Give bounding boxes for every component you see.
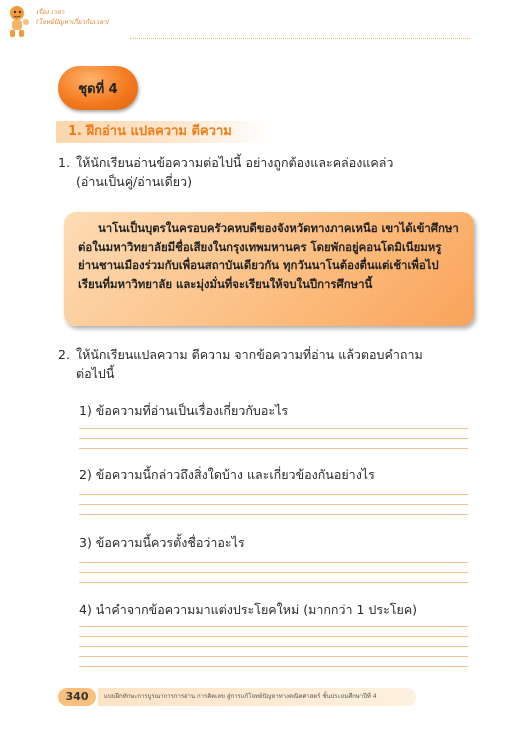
question-1 (58, 153, 393, 191)
section-title: 1. ฝึกอ่าน แปลความ ตีความ (56, 121, 270, 143)
answer-line[interactable] (79, 582, 468, 583)
page-header (6, 4, 518, 48)
question-1-note: (อ่านเป็นคู่/อ่านเดี่ยว) (76, 174, 192, 189)
answer-line[interactable] (79, 656, 468, 657)
question-1-number: 1. (58, 155, 70, 170)
mascot-icon (6, 4, 32, 40)
answer-line[interactable] (79, 636, 468, 637)
answer-line[interactable] (79, 646, 468, 647)
chapter-title (36, 7, 109, 27)
question-2 (58, 345, 423, 383)
chapter-subtitle: (โจทย์ปัญหาเกี่ยวกับเวลา) (36, 18, 110, 26)
reading-passage (64, 212, 474, 326)
sub-question-4: 4) นำคำจากข้อความมาแต่งประโยคใหม่ (มากกว่า 1 ประโยค) (79, 602, 418, 617)
answer-line[interactable] (79, 626, 468, 627)
answer-line[interactable] (79, 562, 468, 563)
sub-question-3: 3) ข้อความนี้ควรตั้งชื่อว่าอะไร (79, 535, 245, 550)
answer-line[interactable] (79, 494, 468, 495)
passage-text: นาโนเป็นบุตรในครอบครัวคหบดีของจังหวัดทางภาคเหนือ เขาได้เข้าศึกษาต่อในมหาวิทยาลัยมีชื่อเสียงในกรุงเทพมหานคร โดยพักอยู่คอนโดมิเนียมหรูย่านชานเมืองร่วมกับเพื่อนสถาบันเดียวกัน ทุกวันนาโนต้องตื่นแต่เช้าเพื่อไปเรียนที่มหาวิทยาลัย และมุ่งมั่นที่จะเรียนให้จบในปีการศึกษานี้ (78, 221, 459, 291)
question-2-text: ให้นักเรียนแปลความ ตีความ จากข้อความที่อ่าน แล้วตอบคำถาม (76, 347, 423, 362)
answer-line[interactable] (79, 448, 468, 449)
sub-question-1: 1) ข้อความที่อ่านเป็นเรื่องเกี่ยวกับอะไร (79, 403, 289, 418)
answer-line[interactable] (79, 428, 468, 429)
sub-question-2: 2) ข้อความนี้กล่าวถึงสิ่งใดบ้าง และเกี่ยวข้องกันอย่างไร (79, 467, 375, 482)
question-2-continuation: ต่อไปนี้ (76, 366, 115, 381)
page-number: 340 (58, 688, 96, 706)
answer-line[interactable] (79, 666, 468, 667)
footer-book-title: แบบฝึกทักษะการบูรณาการการอ่าน การคิดเลข สู่การแก้โจทย์ปัญหาทางคณิตศาสตร์ ชั้นประถมศึกษาปีที่ 4 (98, 688, 416, 706)
header-divider (130, 38, 470, 39)
set-badge (58, 66, 138, 110)
answer-line[interactable] (79, 438, 468, 439)
answer-line[interactable] (79, 514, 468, 515)
question-2-number: 2. (58, 347, 70, 362)
answer-line[interactable] (79, 504, 468, 505)
question-1-text: ให้นักเรียนอ่านข้อความต่อไปนี้ อย่างถูกต้องและคล่องแคล่ว (76, 155, 394, 170)
chapter-name: เรื่อง เวลา (36, 8, 65, 16)
answer-line[interactable] (79, 572, 468, 573)
set-label: ชุดที่ 4 (78, 81, 118, 97)
